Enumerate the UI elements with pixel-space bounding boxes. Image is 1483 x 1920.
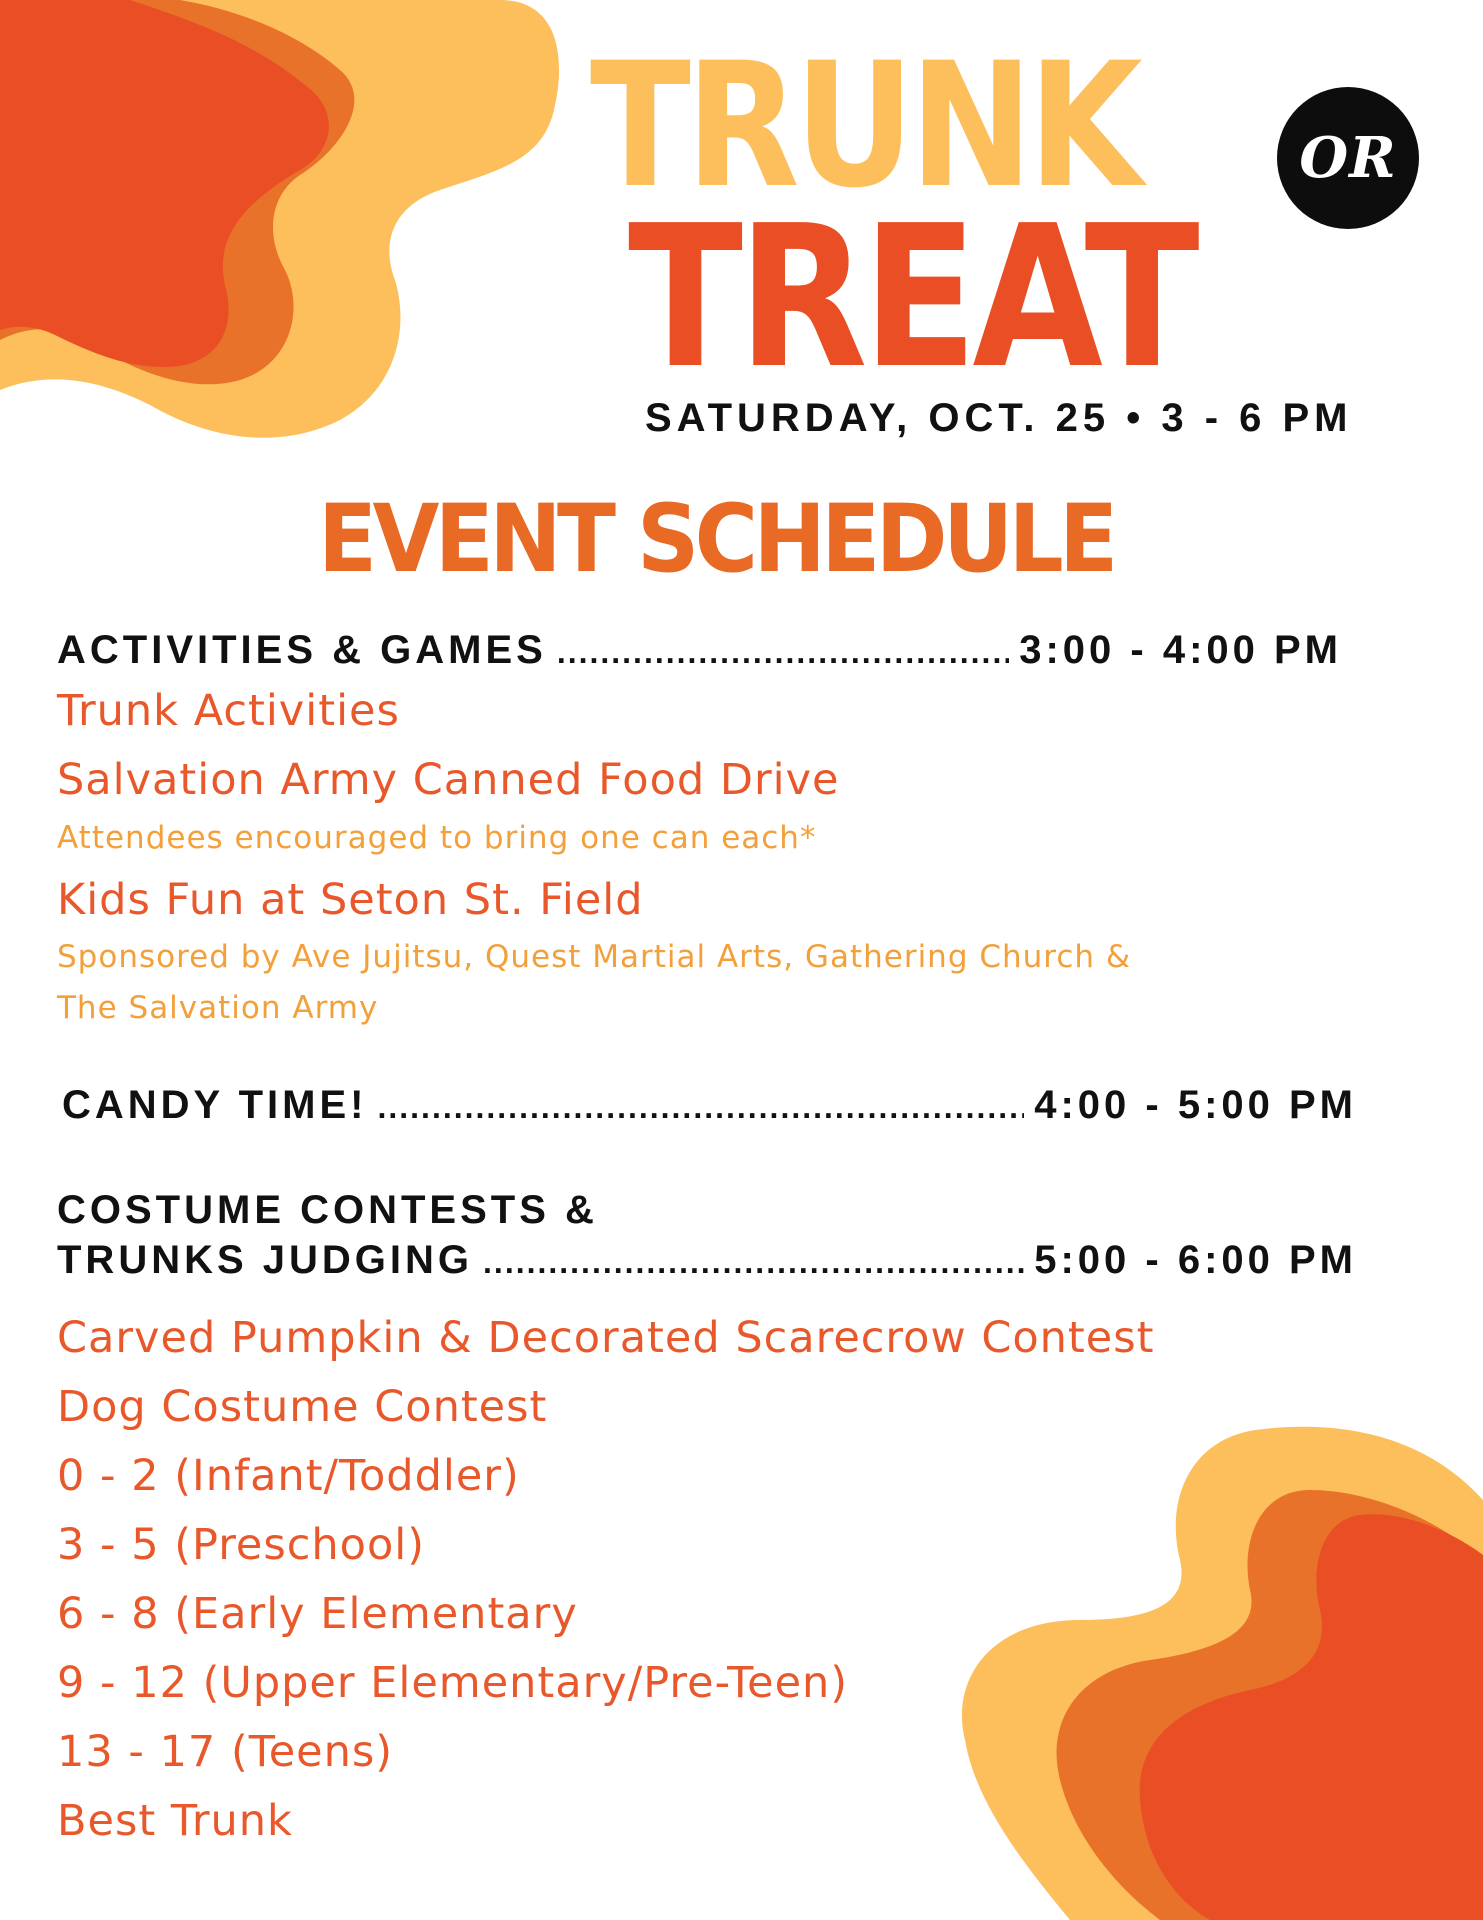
contest-item: 3 - 5 (Preschool) (57, 1520, 426, 1570)
activities-row (57, 628, 1342, 673)
food-drive-note: Attendees encouraged to bring one can each* (57, 820, 817, 856)
candy-time: 4:00 - 5:00 PM (1034, 1083, 1357, 1127)
sponsor-note-line1: Sponsored by Ave Jujitsu, Quest Martial Arts, Gathering Church & (57, 939, 1132, 975)
contest-item: Carved Pumpkin & Decorated Scarecrow Contest (57, 1313, 1155, 1363)
activity-item: Trunk Activities (57, 686, 400, 736)
kids-fun-item: Kids Fun at Seton St. Field (57, 875, 644, 925)
dot-leader (377, 1089, 1024, 1126)
event-schedule-heading: EVENT SCHEDULE (318, 485, 1114, 594)
contest-item: Best Trunk (57, 1796, 293, 1846)
contest-item: 9 - 12 (Upper Elementary/Pre-Teen) (57, 1658, 849, 1708)
contest-item: 6 - 8 (Early Elementary (57, 1589, 578, 1639)
title-treat: TREAT (628, 184, 1195, 412)
candy-row (62, 1083, 1357, 1128)
candy-title: CANDY TIME! (62, 1083, 368, 1127)
title-trunk: TRUNK (590, 25, 1138, 226)
sponsor-note-line2: The Salvation Army (57, 990, 379, 1026)
contests-title-line2: TRUNKS JUDGING (57, 1238, 474, 1282)
contest-item: 0 - 2 (Infant/Toddler) (57, 1451, 520, 1501)
or-badge: OR (1277, 87, 1419, 229)
contests-title-line1: COSTUME CONTESTS & (57, 1188, 598, 1232)
dot-leader (483, 1244, 1024, 1281)
contests-row (57, 1238, 1357, 1283)
contests-time: 5:00 - 6:00 PM (1034, 1238, 1357, 1282)
contest-item: Dog Costume Contest (57, 1382, 548, 1432)
activities-title: ACTIVITIES & GAMES (57, 628, 547, 672)
contest-item: 13 - 17 (Teens) (57, 1727, 394, 1777)
dot-leader (557, 634, 1009, 671)
activity-item: Salvation Army Canned Food Drive (57, 755, 840, 805)
date-time-line: SATURDAY, OCT. 25 • 3 - 6 PM (645, 396, 1353, 440)
activities-time: 3:00 - 4:00 PM (1019, 628, 1342, 672)
